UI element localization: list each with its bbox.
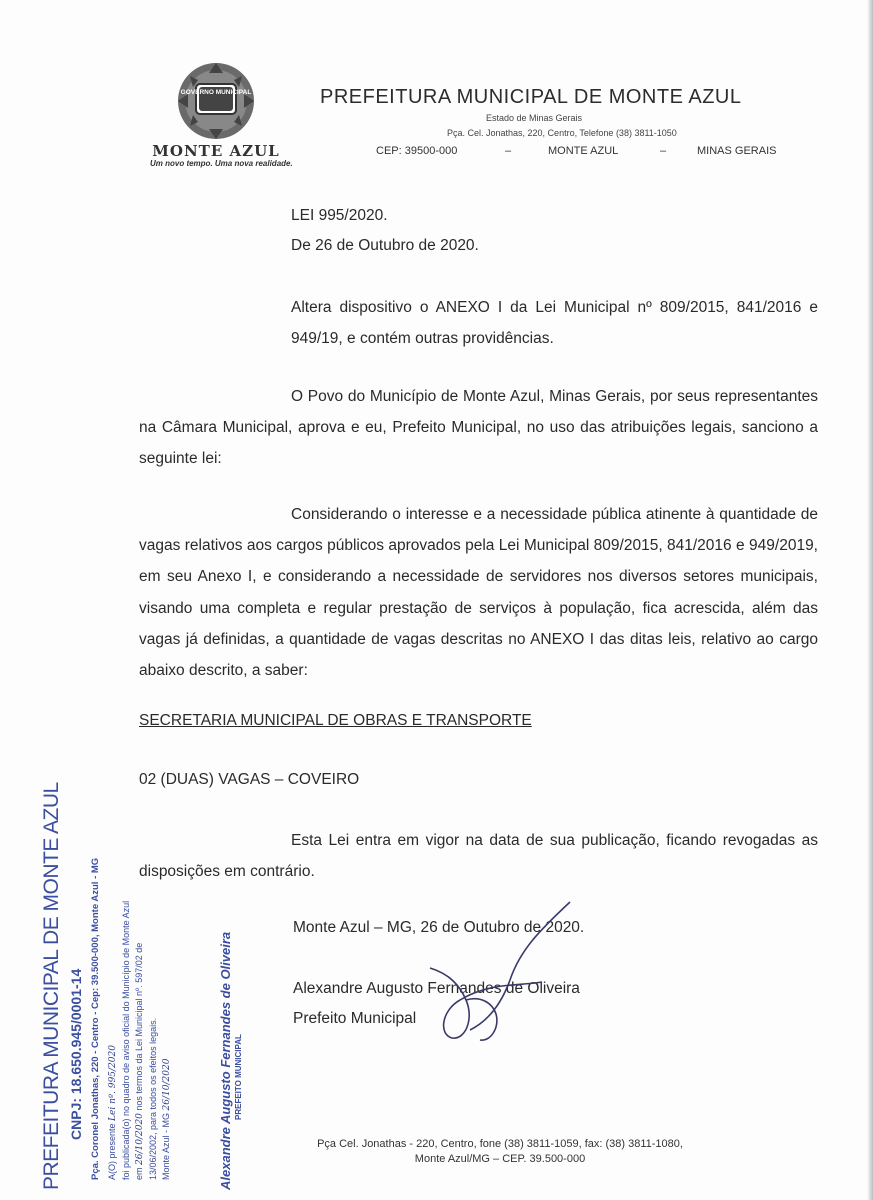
stamp-signer-role: PREFEITO MUNICIPAL — [234, 1034, 243, 1120]
handwritten-signature — [370, 890, 600, 1060]
municipal-logo — [150, 60, 293, 170]
secretaria-heading: SECRETARIA MUNICIPAL DE OBRAS E TRANSPORTE — [139, 712, 532, 729]
page-edge-shadow — [867, 0, 873, 1200]
stamp-text — [106, 850, 174, 1180]
stamp-law-handwritten: Lei nº. 995/2020 — [108, 1045, 118, 1121]
signer-role: Prefeito Municipal — [293, 1010, 417, 1027]
stamp-date2-handwritten: 26/10/2020 — [162, 1058, 172, 1111]
stamp-org: PREFEITURA MUNICIPAL DE MONTE AZUL — [40, 782, 63, 1190]
law-number: LEI 995/2020. — [291, 207, 388, 224]
logo-slogan: Um novo tempo. Uma nova realidade. — [150, 159, 293, 168]
letterhead-separator: – — [660, 145, 667, 157]
footer-address: Pça Cel. Jonathas - 220, Centro, fone (38) 3811-1059, fax: (38) 3811-1080, — [317, 1138, 683, 1150]
letterhead-title: PREFEITURA MUNICIPAL DE MONTE AZUL — [320, 86, 742, 108]
logo-badge-text: GOVERNO MUNICIPAL — [180, 89, 252, 96]
law-date: De 26 de Outubro de 2020. — [291, 237, 479, 254]
vigor-text: Esta Lei entra em vigor na data de sua publicação, ficando revogadas as disposições em contrário. — [139, 832, 818, 881]
letterhead-cep: CEP: 39500-000 — [376, 145, 458, 157]
considerando-text: Considerando o interesse e a necessidade pública atinente à quantidade de vagas relativos aos cargos públicos aprovados pela Lei Municipal 809/2015, 841/2016 e 949/2019, em seu Anexo I, e considerando a necessidade de servidores nos diversos setores municipais, visando uma completa e regular prestação de serviços à população, fica acrescida, além das vagas já definidas, a quantidade de vagas descritas no ANEXO I das ditas leis, relativo ao cargo abaixo descrito, a saber: — [139, 506, 818, 680]
logo-name: MONTE AZUL — [152, 142, 280, 160]
enactment-paragraph — [139, 381, 818, 475]
letterhead-address: Pça. Cel. Jonathas, 220, Centro, Telefone (38) 3811-1050 — [447, 128, 677, 138]
letterhead-uf: MINAS GERAIS — [697, 145, 777, 157]
stamp-line1-prefix: A(O) presente — [107, 1123, 117, 1180]
logo-emblem-icon — [168, 60, 264, 142]
place-date: Monte Azul – MG, 26 de Outubro de 2020. — [293, 919, 585, 936]
letterhead-city: MONTE AZUL — [548, 145, 619, 157]
vacancies-line: 02 (DUAS) VAGAS – COVEIRO — [139, 771, 360, 788]
stamp-cnpj: CNPJ: 18.650.945/0001-14 — [68, 968, 84, 1140]
law-summary: Altera dispositivo o ANEXO I da Lei Municipal nº 809/2015, 841/2016 e 949/19, e contém outras providências. — [291, 299, 818, 348]
letterhead-separator: – — [505, 145, 512, 157]
stamp-date-handwritten: 26/10/2020 — [135, 1113, 145, 1165]
considerando-paragraph — [139, 499, 818, 686]
stamp-line3-prefix: em — [134, 1167, 144, 1180]
footer-city: Monte Azul/MG – CEP. 39.500-000 — [414, 1153, 586, 1165]
stamp-line2: foi publicada(o) no quadro de aviso oficial do Município de Monte Azul — [121, 900, 131, 1180]
stamp-signer: Alexandre Augusto Fernandes de Oliveira — [218, 931, 233, 1190]
publication-stamp — [40, 782, 260, 1190]
stamp-line4: 13/06/2002, para todos os efeitos legais. — [148, 1017, 158, 1180]
stamp-address: Pça. Coronel Jonathas, 220 - Centro - Cep: 39.500-000, Monte Azul - MG — [90, 857, 101, 1180]
signer-name: Alexandre Augusto Fernandes de Oliveira — [293, 980, 580, 997]
enactment-text: O Povo do Município de Monte Azul, Minas Gerais, por seus representantes na Câmara Municipal, aprova e eu, Prefeito Municipal, no uso das atribuições legais, sanciono a seguinte lei: — [139, 388, 818, 468]
stamp-line3-suffix: nos termos da Lei Municipal nº. 597/02 de — [134, 942, 144, 1111]
stamp-line5-prefix: Monte Azul - MG — [161, 1112, 171, 1180]
letterhead-state: Estado de Minas Gerais — [486, 113, 583, 123]
